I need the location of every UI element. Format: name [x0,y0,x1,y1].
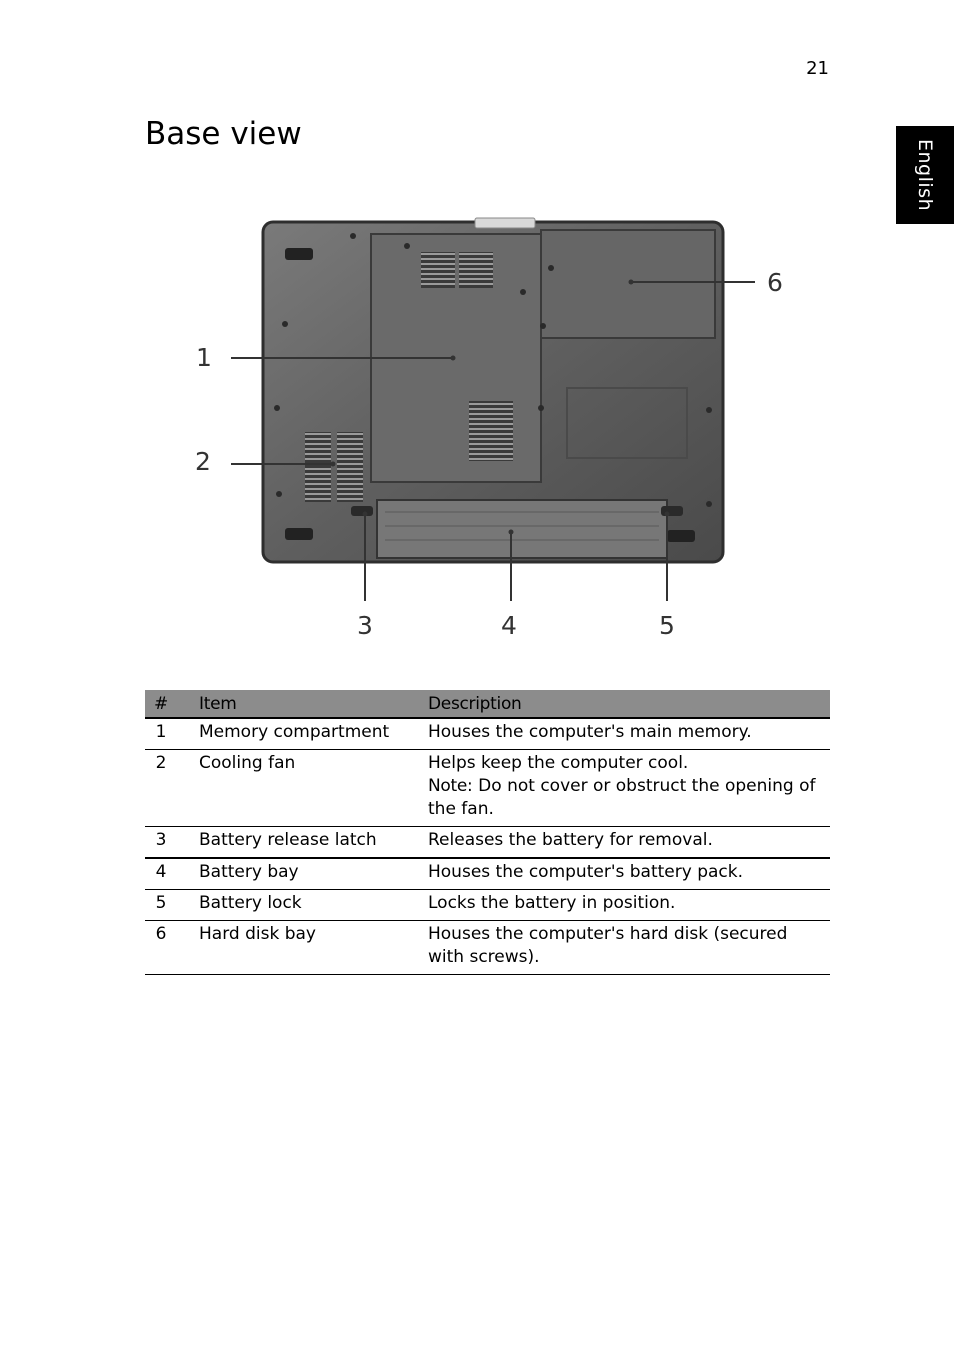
callout-5: 5 [659,611,675,640]
row-item: Cooling fan [177,750,422,827]
row-description: Houses the computer's hard disk (secured with screws). [422,921,830,975]
callout-4: 4 [501,611,517,640]
rubber-foot [285,528,313,540]
laptop-base-illustration [145,196,835,666]
rubber-foot [667,530,695,542]
language-tab-label: English [914,138,936,212]
row-num: 2 [145,750,177,827]
language-tab [896,126,954,224]
callout-2: 2 [195,447,211,476]
note-label: Note [428,776,468,796]
note-text: : Do not cover or obstruct the opening of the fan. [428,776,816,819]
header-item: Item [177,690,422,718]
callout-1: 1 [196,343,212,372]
table-row [145,858,830,890]
battery-pack [377,500,667,558]
base-view-table [145,690,830,975]
callout-3: 3 [357,611,373,640]
cooling-fan-vent [305,432,331,502]
row-item: Memory compartment [177,718,422,750]
table-row [145,718,830,750]
callout-6: 6 [767,268,783,297]
row-item: Battery lock [177,890,422,921]
table-row [145,827,830,859]
row-description: Releases the battery for removal. [422,827,830,859]
row-num: 6 [145,921,177,975]
laptop-base-figure [145,196,835,666]
row-description: Locks the battery in position. [422,890,830,921]
page-title: Base view [145,116,302,152]
table-header-row [145,690,830,718]
page-number: 21 [806,58,829,79]
row-item: Battery bay [177,858,422,890]
battery-release-latch [351,506,373,516]
row-description: Houses the computer's battery pack. [422,858,830,890]
header-num: # [145,690,177,718]
hard-disk-bay-cover [541,230,715,338]
table-row [145,921,830,975]
row-num: 1 [145,718,177,750]
rubber-foot [285,248,313,260]
row-num: 4 [145,858,177,890]
cooling-fan-vent [337,432,363,502]
row-item: Battery release latch [177,827,422,859]
row-description: Houses the computer's main memory. [422,718,830,750]
row-item: Hard disk bay [177,921,422,975]
battery-lock [661,506,683,516]
row-num: 3 [145,827,177,859]
header-description: Description [422,690,830,718]
row-description-cell [422,750,830,827]
table-row [145,750,830,827]
row-description: Helps keep the computer cool. [428,753,689,773]
table-row [145,890,830,921]
row-num: 5 [145,890,177,921]
row-note [428,775,824,821]
